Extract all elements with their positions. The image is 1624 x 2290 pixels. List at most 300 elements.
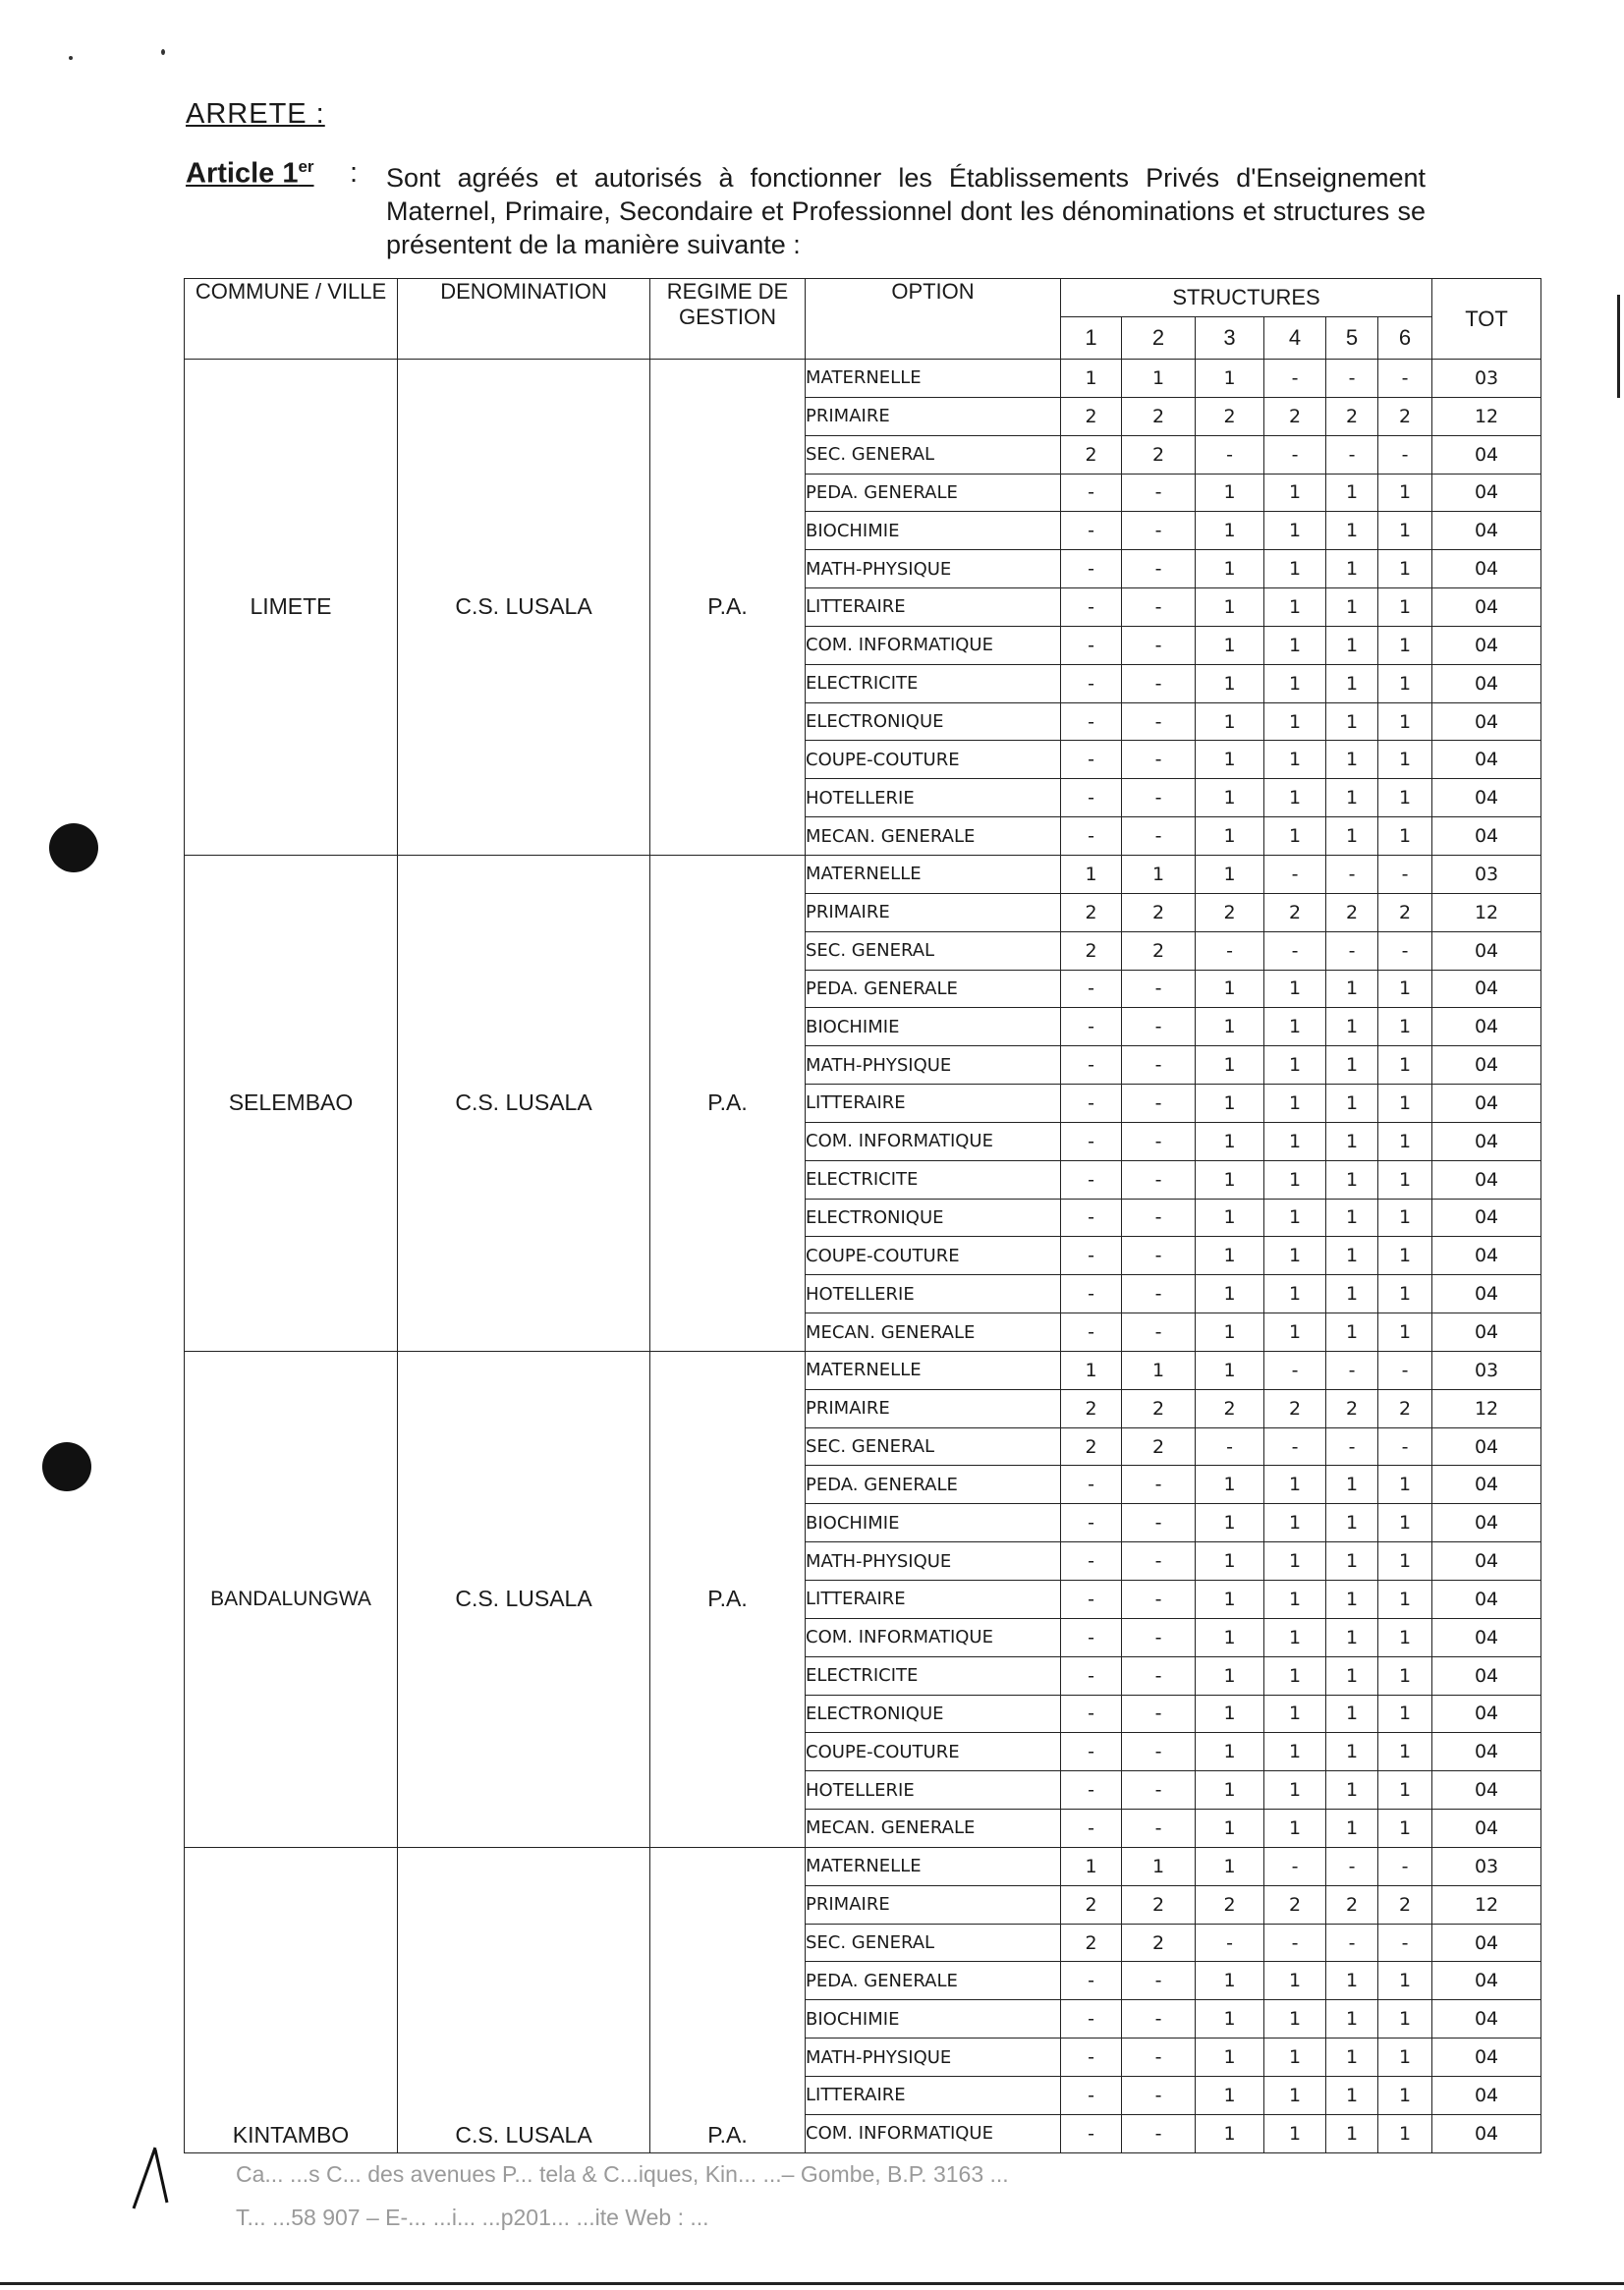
structure-value-cell: - bbox=[1264, 435, 1326, 474]
structure-value-cell: - bbox=[1326, 931, 1378, 970]
structure-value-cell: 2 bbox=[1264, 1885, 1326, 1924]
article-text: Sont agréés et autorisés à fonctionner les Établissements Privés d'Enseignement Maternel, Primaire, Secondaire et Professionnel dont les dénominations et structures se présentent de la manière suivante : bbox=[386, 163, 1426, 259]
structure-value-cell: 1 bbox=[1196, 855, 1264, 893]
total-cell: 04 bbox=[1432, 1810, 1541, 1848]
regime-cell: P.A. bbox=[650, 360, 806, 856]
total-cell: 04 bbox=[1432, 931, 1541, 970]
structure-value-cell: 1 bbox=[1326, 2000, 1378, 2039]
structure-value-cell: 1 bbox=[1196, 1275, 1264, 1313]
structure-value-cell: 2 bbox=[1196, 1389, 1264, 1427]
structure-value-cell: 2 bbox=[1264, 1389, 1326, 1427]
structure-value-cell: 1 bbox=[1378, 1313, 1432, 1352]
structure-value-cell: 1 bbox=[1061, 1847, 1122, 1885]
structure-value-cell: 1 bbox=[1378, 1618, 1432, 1656]
structure-value-cell: - bbox=[1122, 1581, 1196, 1619]
structure-value-cell: 1 bbox=[1378, 1656, 1432, 1695]
structure-value-cell: 2 bbox=[1326, 397, 1378, 435]
option-cell: MATH-PHYSIQUE bbox=[806, 1542, 1061, 1581]
header-structure-number: 5 bbox=[1326, 317, 1378, 360]
option-cell: MATH-PHYSIQUE bbox=[806, 550, 1061, 588]
total-cell: 04 bbox=[1432, 1237, 1541, 1275]
option-cell: PRIMAIRE bbox=[806, 893, 1061, 931]
structure-value-cell: 1 bbox=[1196, 1618, 1264, 1656]
structure-value-cell: 1 bbox=[1378, 1733, 1432, 1771]
structure-value-cell: - bbox=[1122, 2076, 1196, 2114]
total-cell: 04 bbox=[1432, 626, 1541, 664]
structure-value-cell: 1 bbox=[1196, 1199, 1264, 1237]
structure-value-cell: 1 bbox=[1378, 1237, 1432, 1275]
structure-value-cell: 1 bbox=[1196, 2000, 1264, 2039]
total-cell: 04 bbox=[1432, 474, 1541, 512]
structure-value-cell: 1 bbox=[1061, 1351, 1122, 1389]
structure-value-cell: 2 bbox=[1122, 435, 1196, 474]
structure-value-cell: 1 bbox=[1378, 1008, 1432, 1046]
total-cell: 04 bbox=[1432, 1924, 1541, 1962]
structure-value-cell: 1 bbox=[1264, 588, 1326, 627]
structure-value-cell: - bbox=[1122, 817, 1196, 856]
structure-value-cell: 1 bbox=[1264, 1810, 1326, 1848]
structure-value-cell: 1 bbox=[1378, 817, 1432, 856]
structure-value-cell: 2 bbox=[1061, 1885, 1122, 1924]
total-cell: 04 bbox=[1432, 1733, 1541, 1771]
total-cell: 04 bbox=[1432, 1085, 1541, 1123]
structure-value-cell: 2 bbox=[1122, 1924, 1196, 1962]
article-label bbox=[186, 157, 314, 191]
structure-value-cell: 2 bbox=[1196, 397, 1264, 435]
header-structure-number: 4 bbox=[1264, 317, 1326, 360]
structure-value-cell: 1 bbox=[1326, 664, 1378, 702]
decree-heading: ARRETE : bbox=[186, 98, 325, 130]
structure-value-cell: 1 bbox=[1196, 1237, 1264, 1275]
structure-value-cell: 1 bbox=[1378, 2039, 1432, 2077]
regime-cell: P.A. bbox=[650, 1351, 806, 1847]
structure-value-cell: 1 bbox=[1264, 2114, 1326, 2152]
structure-value-cell: - bbox=[1122, 1962, 1196, 2000]
structure-value-cell: 1 bbox=[1264, 1542, 1326, 1581]
structure-value-cell: - bbox=[1061, 779, 1122, 817]
commune-cell: KINTAMBO bbox=[185, 1847, 398, 2152]
table-row bbox=[185, 360, 1541, 398]
denomination-cell: C.S. LUSALA bbox=[398, 855, 650, 1351]
structure-value-cell: 2 bbox=[1061, 435, 1122, 474]
structure-value-cell: 1 bbox=[1326, 1160, 1378, 1199]
table-body bbox=[185, 360, 1541, 2153]
structure-value-cell: 1 bbox=[1264, 1962, 1326, 2000]
structure-value-cell: 1 bbox=[1196, 360, 1264, 398]
structure-value-cell: - bbox=[1326, 1847, 1378, 1885]
structure-value-cell: 1 bbox=[1378, 1504, 1432, 1542]
structure-value-cell: - bbox=[1061, 741, 1122, 779]
denomination-cell: C.S. LUSALA bbox=[398, 1847, 650, 2152]
structure-value-cell: 1 bbox=[1378, 702, 1432, 741]
total-cell: 04 bbox=[1432, 1504, 1541, 1542]
structure-value-cell: - bbox=[1122, 779, 1196, 817]
total-cell: 04 bbox=[1432, 2076, 1541, 2114]
structure-value-cell: 1 bbox=[1196, 626, 1264, 664]
structure-value-cell: - bbox=[1122, 1656, 1196, 1695]
structure-value-cell: - bbox=[1061, 1199, 1122, 1237]
footer-contact-line: T... ...58 907 – E-... ...i... ...p201... ...ite Web : ... bbox=[236, 2205, 709, 2230]
total-cell: 12 bbox=[1432, 397, 1541, 435]
total-cell: 04 bbox=[1432, 702, 1541, 741]
structure-value-cell: - bbox=[1061, 1542, 1122, 1581]
structure-value-cell: - bbox=[1122, 664, 1196, 702]
structure-value-cell: 1 bbox=[1196, 2114, 1264, 2152]
structure-value-cell: - bbox=[1061, 2000, 1122, 2039]
structure-value-cell: - bbox=[1122, 1618, 1196, 1656]
structure-value-cell: 1 bbox=[1264, 1237, 1326, 1275]
option-cell: COUPE-COUTURE bbox=[806, 741, 1061, 779]
structure-value-cell: 1 bbox=[1326, 1275, 1378, 1313]
header-structure-number: 3 bbox=[1196, 317, 1264, 360]
structure-value-cell: - bbox=[1122, 1122, 1196, 1160]
total-cell: 04 bbox=[1432, 779, 1541, 817]
structure-value-cell: 1 bbox=[1264, 1695, 1326, 1733]
structure-value-cell: 1 bbox=[1378, 1466, 1432, 1504]
total-cell: 04 bbox=[1432, 1275, 1541, 1313]
structure-value-cell: 2 bbox=[1061, 893, 1122, 931]
option-cell: ELECTRICITE bbox=[806, 1656, 1061, 1695]
structure-value-cell: - bbox=[1326, 1924, 1378, 1962]
structure-value-cell: - bbox=[1122, 702, 1196, 741]
structure-value-cell: 1 bbox=[1196, 1695, 1264, 1733]
structure-value-cell: 1 bbox=[1326, 2076, 1378, 2114]
total-cell: 04 bbox=[1432, 1046, 1541, 1085]
option-cell: SEC. GENERAL bbox=[806, 1427, 1061, 1466]
structure-value-cell: 1 bbox=[1326, 1085, 1378, 1123]
structure-value-cell: 1 bbox=[1196, 1160, 1264, 1199]
option-cell: MATERNELLE bbox=[806, 360, 1061, 398]
structure-value-cell: 1 bbox=[1326, 1618, 1378, 1656]
total-cell: 12 bbox=[1432, 1389, 1541, 1427]
structure-value-cell: 2 bbox=[1122, 931, 1196, 970]
structure-value-cell: - bbox=[1196, 931, 1264, 970]
option-cell: LITTERAIRE bbox=[806, 588, 1061, 627]
structure-value-cell: 2 bbox=[1061, 1427, 1122, 1466]
structure-value-cell: 2 bbox=[1122, 1885, 1196, 1924]
structure-value-cell: - bbox=[1122, 1160, 1196, 1199]
structure-value-cell: 1 bbox=[1122, 855, 1196, 893]
structure-value-cell: - bbox=[1122, 1237, 1196, 1275]
total-cell: 04 bbox=[1432, 2000, 1541, 2039]
structure-value-cell: 1 bbox=[1326, 1504, 1378, 1542]
denomination-cell: C.S. LUSALA bbox=[398, 360, 650, 856]
structure-value-cell: - bbox=[1122, 512, 1196, 550]
structure-value-cell: - bbox=[1122, 1085, 1196, 1123]
structure-value-cell: 2 bbox=[1061, 1389, 1122, 1427]
footer-address-line: Ca... ...s C... des avenues P... tela & C...iques, Kin... ...– Gombe, B.P. 3163 ... bbox=[236, 2161, 1009, 2187]
structure-value-cell: 1 bbox=[1264, 817, 1326, 856]
structure-value-cell: 1 bbox=[1122, 1351, 1196, 1389]
structure-value-cell: 1 bbox=[1196, 474, 1264, 512]
option-cell: COM. INFORMATIQUE bbox=[806, 1122, 1061, 1160]
structure-value-cell: 1 bbox=[1196, 741, 1264, 779]
commune-cell: BANDALUNGWA bbox=[185, 1351, 398, 1847]
structure-value-cell: - bbox=[1061, 1581, 1122, 1619]
structure-value-cell: 1 bbox=[1326, 1733, 1378, 1771]
structure-value-cell: 1 bbox=[1196, 779, 1264, 817]
option-cell: MECAN. GENERALE bbox=[806, 817, 1061, 856]
structure-value-cell: 1 bbox=[1196, 1656, 1264, 1695]
structure-value-cell: - bbox=[1378, 931, 1432, 970]
option-cell: BIOCHIMIE bbox=[806, 1008, 1061, 1046]
structure-value-cell: - bbox=[1378, 1847, 1432, 1885]
structure-value-cell: 1 bbox=[1378, 1771, 1432, 1810]
header-structure-number: 2 bbox=[1122, 317, 1196, 360]
structure-value-cell: 1 bbox=[1326, 779, 1378, 817]
structure-value-cell: 1 bbox=[1196, 588, 1264, 627]
total-cell: 04 bbox=[1432, 970, 1541, 1008]
header-total: TOT bbox=[1432, 279, 1541, 360]
option-cell: PRIMAIRE bbox=[806, 397, 1061, 435]
regime-cell: P.A. bbox=[650, 855, 806, 1351]
structure-value-cell: 1 bbox=[1378, 779, 1432, 817]
scan-speck bbox=[161, 49, 165, 55]
structure-value-cell: - bbox=[1061, 1656, 1122, 1695]
structure-value-cell: 2 bbox=[1122, 1389, 1196, 1427]
structure-value-cell: 1 bbox=[1378, 474, 1432, 512]
commune-cell: SELEMBAO bbox=[185, 855, 398, 1351]
structure-value-cell: - bbox=[1326, 1351, 1378, 1389]
structure-value-cell: - bbox=[1122, 1275, 1196, 1313]
structure-value-cell: 1 bbox=[1326, 2039, 1378, 2077]
structure-value-cell: 1 bbox=[1264, 1160, 1326, 1199]
structure-value-cell: 1 bbox=[1326, 970, 1378, 1008]
structure-value-cell: - bbox=[1326, 855, 1378, 893]
structure-value-cell: 1 bbox=[1326, 1237, 1378, 1275]
structure-value-cell: - bbox=[1122, 550, 1196, 588]
structure-value-cell: - bbox=[1061, 1275, 1122, 1313]
option-cell: PEDA. GENERALE bbox=[806, 970, 1061, 1008]
structure-value-cell: - bbox=[1122, 741, 1196, 779]
structure-value-cell: 1 bbox=[1196, 1351, 1264, 1389]
article-superscript: er bbox=[298, 157, 314, 176]
structure-value-cell: 1 bbox=[1264, 1466, 1326, 1504]
structure-value-cell: - bbox=[1061, 626, 1122, 664]
structure-value-cell: - bbox=[1122, 1313, 1196, 1352]
header-option: OPTION bbox=[806, 279, 1061, 360]
option-cell: MATH-PHYSIQUE bbox=[806, 1046, 1061, 1085]
punch-hole bbox=[49, 823, 98, 872]
structure-value-cell: 1 bbox=[1264, 970, 1326, 1008]
structure-value-cell: - bbox=[1061, 1618, 1122, 1656]
option-cell: COM. INFORMATIQUE bbox=[806, 626, 1061, 664]
total-cell: 04 bbox=[1432, 1427, 1541, 1466]
structure-value-cell: 2 bbox=[1196, 893, 1264, 931]
option-cell: MECAN. GENERALE bbox=[806, 1313, 1061, 1352]
structure-value-cell: 1 bbox=[1264, 1275, 1326, 1313]
structure-value-cell: 1 bbox=[1264, 1313, 1326, 1352]
schools-table bbox=[184, 278, 1541, 2153]
structure-value-cell: 1 bbox=[1326, 474, 1378, 512]
structure-value-cell: 1 bbox=[1196, 1466, 1264, 1504]
option-cell: COM. INFORMATIQUE bbox=[806, 1618, 1061, 1656]
total-cell: 04 bbox=[1432, 1008, 1541, 1046]
structure-value-cell: 1 bbox=[1196, 817, 1264, 856]
structure-value-cell: 1 bbox=[1378, 1962, 1432, 2000]
structure-value-cell: 2 bbox=[1122, 893, 1196, 931]
header-regime: REGIME DE GESTION bbox=[650, 279, 806, 360]
option-cell: ELECTRONIQUE bbox=[806, 1695, 1061, 1733]
structure-value-cell: - bbox=[1061, 2114, 1122, 2152]
total-cell: 12 bbox=[1432, 1885, 1541, 1924]
structure-value-cell: 1 bbox=[1264, 1046, 1326, 1085]
structure-value-cell: 1 bbox=[1196, 664, 1264, 702]
structure-value-cell: - bbox=[1326, 360, 1378, 398]
structure-value-cell: 1 bbox=[1326, 702, 1378, 741]
structure-value-cell: 1 bbox=[1196, 512, 1264, 550]
structure-value-cell: 1 bbox=[1378, 512, 1432, 550]
structure-value-cell: 1 bbox=[1264, 512, 1326, 550]
total-cell: 04 bbox=[1432, 1313, 1541, 1352]
structure-value-cell: - bbox=[1061, 1810, 1122, 1848]
structure-value-cell: 1 bbox=[1196, 1046, 1264, 1085]
option-cell: BIOCHIMIE bbox=[806, 2000, 1061, 2039]
structure-value-cell: - bbox=[1326, 435, 1378, 474]
structure-value-cell: - bbox=[1061, 512, 1122, 550]
structure-value-cell: 2 bbox=[1122, 1427, 1196, 1466]
structure-value-cell: 1 bbox=[1196, 1771, 1264, 1810]
total-cell: 04 bbox=[1432, 1962, 1541, 2000]
structure-value-cell: - bbox=[1061, 1695, 1122, 1733]
structure-value-cell: 1 bbox=[1196, 1810, 1264, 1848]
total-cell: 04 bbox=[1432, 512, 1541, 550]
structure-value-cell: 1 bbox=[1196, 1847, 1264, 1885]
structure-value-cell: 2 bbox=[1264, 397, 1326, 435]
structure-value-cell: 1 bbox=[1264, 626, 1326, 664]
structure-value-cell: - bbox=[1122, 1466, 1196, 1504]
option-cell: ELECTRICITE bbox=[806, 664, 1061, 702]
structure-value-cell: 2 bbox=[1326, 893, 1378, 931]
structure-value-cell: 1 bbox=[1264, 1085, 1326, 1123]
option-cell: PRIMAIRE bbox=[806, 1389, 1061, 1427]
structure-value-cell: 1 bbox=[1122, 360, 1196, 398]
structure-value-cell: - bbox=[1122, 1810, 1196, 1848]
structure-value-cell: - bbox=[1264, 1351, 1326, 1389]
structure-value-cell: 1 bbox=[1326, 1581, 1378, 1619]
structure-value-cell: - bbox=[1122, 1695, 1196, 1733]
total-cell: 04 bbox=[1432, 664, 1541, 702]
structure-value-cell: - bbox=[1122, 2000, 1196, 2039]
option-cell: COUPE-COUTURE bbox=[806, 1237, 1061, 1275]
structure-value-cell: - bbox=[1264, 855, 1326, 893]
structure-value-cell: - bbox=[1122, 1504, 1196, 1542]
structure-value-cell: 1 bbox=[1378, 741, 1432, 779]
structure-value-cell: 1 bbox=[1326, 1199, 1378, 1237]
structure-value-cell: 1 bbox=[1378, 626, 1432, 664]
structure-value-cell: 1 bbox=[1378, 1085, 1432, 1123]
header-commune: COMMUNE / VILLE bbox=[185, 279, 398, 360]
structure-value-cell: 1 bbox=[1326, 626, 1378, 664]
structure-value-cell: - bbox=[1378, 360, 1432, 398]
structure-value-cell: 1 bbox=[1264, 1618, 1326, 1656]
total-cell: 04 bbox=[1432, 1656, 1541, 1695]
total-cell: 04 bbox=[1432, 588, 1541, 627]
structure-value-cell: - bbox=[1122, 970, 1196, 1008]
structure-value-cell: 1 bbox=[1378, 1199, 1432, 1237]
structure-value-cell: - bbox=[1196, 1924, 1264, 1962]
structure-value-cell: 1 bbox=[1264, 474, 1326, 512]
structure-value-cell: 1 bbox=[1264, 779, 1326, 817]
structure-value-cell: 1 bbox=[1326, 1656, 1378, 1695]
total-cell: 04 bbox=[1432, 1618, 1541, 1656]
structure-value-cell: - bbox=[1122, 1008, 1196, 1046]
structure-value-cell: 1 bbox=[1326, 550, 1378, 588]
structure-value-cell: 1 bbox=[1378, 1122, 1432, 1160]
structure-value-cell: 1 bbox=[1326, 741, 1378, 779]
structure-value-cell: - bbox=[1196, 1427, 1264, 1466]
punch-hole bbox=[42, 1442, 91, 1491]
table-row bbox=[185, 1351, 1541, 1389]
structure-value-cell: - bbox=[1122, 1771, 1196, 1810]
option-cell: LITTERAIRE bbox=[806, 1581, 1061, 1619]
structure-value-cell: - bbox=[1122, 1046, 1196, 1085]
structure-value-cell: 1 bbox=[1264, 1008, 1326, 1046]
structure-value-cell: 1 bbox=[1264, 664, 1326, 702]
structure-value-cell: - bbox=[1122, 474, 1196, 512]
structure-value-cell: - bbox=[1061, 1733, 1122, 1771]
structure-value-cell: 1 bbox=[1196, 1542, 1264, 1581]
total-cell: 04 bbox=[1432, 1581, 1541, 1619]
structure-value-cell: 1 bbox=[1264, 550, 1326, 588]
total-cell: 04 bbox=[1432, 2039, 1541, 2077]
option-cell: PEDA. GENERALE bbox=[806, 1962, 1061, 2000]
structure-value-cell: 1 bbox=[1264, 1199, 1326, 1237]
option-cell: ELECTRONIQUE bbox=[806, 702, 1061, 741]
total-cell: 03 bbox=[1432, 360, 1541, 398]
structure-value-cell: 1 bbox=[1378, 1160, 1432, 1199]
structure-value-cell: - bbox=[1326, 1427, 1378, 1466]
structure-value-cell: 1 bbox=[1196, 1504, 1264, 1542]
option-cell: MECAN. GENERALE bbox=[806, 1810, 1061, 1848]
structure-value-cell: 1 bbox=[1378, 550, 1432, 588]
structure-value-cell: 1 bbox=[1264, 1733, 1326, 1771]
structure-value-cell: - bbox=[1264, 931, 1326, 970]
structure-value-cell: 1 bbox=[1326, 817, 1378, 856]
structure-value-cell: 1 bbox=[1378, 1581, 1432, 1619]
option-cell: COM. INFORMATIQUE bbox=[806, 2114, 1061, 2152]
structure-value-cell: 2 bbox=[1264, 893, 1326, 931]
option-cell: ELECTRICITE bbox=[806, 1160, 1061, 1199]
structure-value-cell: 1 bbox=[1378, 2000, 1432, 2039]
option-cell: LITTERAIRE bbox=[806, 2076, 1061, 2114]
total-cell: 03 bbox=[1432, 855, 1541, 893]
option-cell: MATERNELLE bbox=[806, 855, 1061, 893]
option-cell: BIOCHIMIE bbox=[806, 1504, 1061, 1542]
structure-value-cell: - bbox=[1264, 1427, 1326, 1466]
structure-value-cell: 1 bbox=[1326, 1810, 1378, 1848]
total-cell: 03 bbox=[1432, 1847, 1541, 1885]
structure-value-cell: 1 bbox=[1264, 702, 1326, 741]
structure-value-cell: 2 bbox=[1378, 1389, 1432, 1427]
option-cell: BIOCHIMIE bbox=[806, 512, 1061, 550]
structure-value-cell: 1 bbox=[1326, 1771, 1378, 1810]
regime-cell: P.A. bbox=[650, 1847, 806, 2152]
structure-value-cell: 1 bbox=[1326, 512, 1378, 550]
total-cell: 03 bbox=[1432, 1351, 1541, 1389]
structure-value-cell: 1 bbox=[1326, 1962, 1378, 2000]
structure-value-cell: - bbox=[1061, 1962, 1122, 2000]
structure-value-cell: 1 bbox=[1378, 1542, 1432, 1581]
option-cell: HOTELLERIE bbox=[806, 1275, 1061, 1313]
structure-value-cell: 2 bbox=[1326, 1885, 1378, 1924]
denomination-cell: C.S. LUSALA bbox=[398, 1351, 650, 1847]
structure-value-cell: - bbox=[1196, 435, 1264, 474]
total-cell: 04 bbox=[1432, 1160, 1541, 1199]
total-cell: 04 bbox=[1432, 1542, 1541, 1581]
option-cell: SEC. GENERAL bbox=[806, 931, 1061, 970]
header-denomination: DENOMINATION bbox=[398, 279, 650, 360]
